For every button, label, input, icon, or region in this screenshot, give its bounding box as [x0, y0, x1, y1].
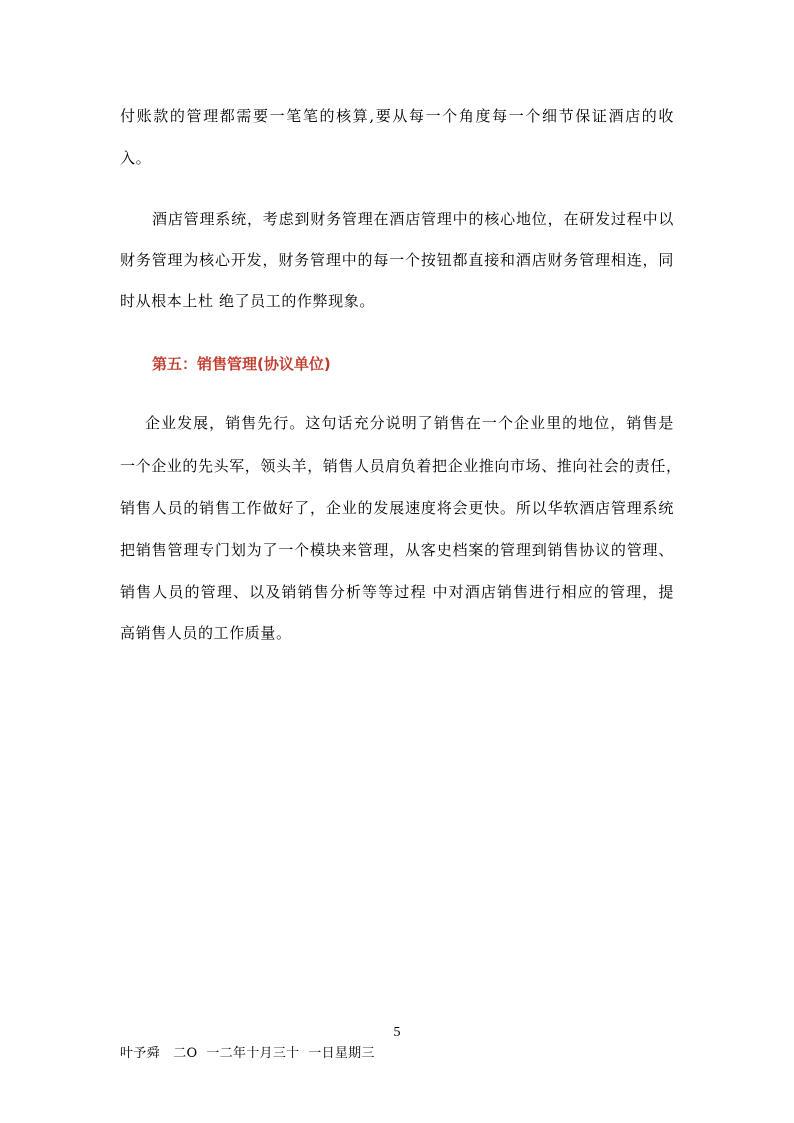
- footer-text: 叶予舜 二О 一二年十月三十 一日星期三: [120, 1046, 375, 1061]
- paragraph-line: 时从根本上杜 绝了员工的作弊现象。: [120, 292, 375, 310]
- paragraph-line: 一个企业的先头军，领头羊，销售人员肩负着把企业推向市场、推向社会的责任，: [120, 457, 682, 475]
- page-number: 5: [393, 1025, 401, 1040]
- paragraph-line: 销售人员的管理、以及销销售分析等等过程 中对酒店销售进行相应的管理，提: [120, 583, 674, 601]
- paragraph-line: 财务管理为核心开发，财务管理中的每一个按钮都直接和酒店财务管理相连，同: [120, 251, 674, 269]
- paragraph-line: 酒店管理系统，考虑到财务管理在酒店管理中的核心地位，在研发过程中以: [152, 210, 674, 228]
- paragraph-line: 入。: [120, 149, 152, 167]
- paragraph-line: 把销售管理专门划为了一个模块来管理，从客史档案的管理到销售协议的管理、: [120, 541, 674, 559]
- paragraph-line: 付账款的管理都需要一笔笔的核算,要从每一个角度每一个细节保证酒店的收: [120, 107, 674, 125]
- paragraph-line: 高销售人员的工作质量。: [120, 624, 292, 642]
- paragraph-line: 企业发展，销售先行。这句话充分说明了销售在一个企业里的地位，销售是: [145, 414, 674, 432]
- section-heading: 第五：销售管理(协议单位): [152, 355, 331, 373]
- paragraph-line: 销售人员的销售工作做好了，企业的发展速度将会更快。所以华软酒店管理系统: [120, 499, 674, 517]
